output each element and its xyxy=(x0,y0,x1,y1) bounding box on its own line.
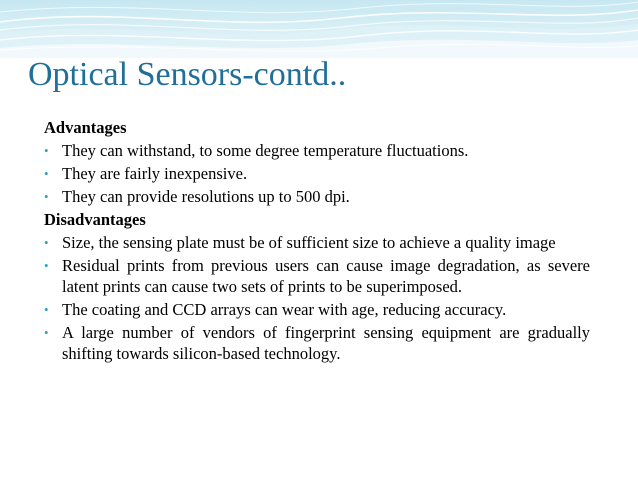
bullet-icon: • xyxy=(44,235,49,250)
bullet-icon: • xyxy=(44,189,49,204)
bullet-icon: • xyxy=(44,258,49,273)
disadvantages-list xyxy=(44,232,590,364)
list-item xyxy=(44,322,590,364)
bullet-text: Size, the sensing plate must be of sufficient size to achieve a quality image xyxy=(62,233,556,252)
bullet-text: The coating and CCD arrays can wear with age, reducing accuracy. xyxy=(62,300,507,319)
slide-title: Optical Sensors-contd.. xyxy=(28,56,347,93)
list-item xyxy=(44,163,590,184)
list-item xyxy=(44,255,590,297)
list-item xyxy=(44,232,590,253)
wave-decoration xyxy=(0,0,638,58)
slide-body xyxy=(44,117,590,366)
list-item xyxy=(44,140,590,161)
header-wave-band xyxy=(0,0,638,58)
disadvantages-heading: Disadvantages xyxy=(44,210,146,229)
list-item xyxy=(44,186,590,207)
list-item xyxy=(44,299,590,320)
bullet-text: They can provide resolutions up to 500 dpi. xyxy=(62,187,350,206)
bullet-text: They can withstand, to some degree temperature fluctuations. xyxy=(62,141,469,160)
advantages-list xyxy=(44,140,590,207)
bullet-text: Residual prints from previous users can cause image degradation, as severe latent prints can cause two sets of prints to be superimposed. xyxy=(62,256,590,296)
bullet-icon: • xyxy=(44,143,49,158)
bullet-icon: • xyxy=(44,302,49,317)
bullet-icon: • xyxy=(44,325,49,340)
bullet-text: They are fairly inexpensive. xyxy=(62,164,248,183)
bullet-text: A large number of vendors of fingerprint sensing equipment are gradually shifting towards silicon-based technology. xyxy=(62,323,590,363)
bullet-icon: • xyxy=(44,166,49,181)
advantages-heading: Advantages xyxy=(44,118,127,137)
